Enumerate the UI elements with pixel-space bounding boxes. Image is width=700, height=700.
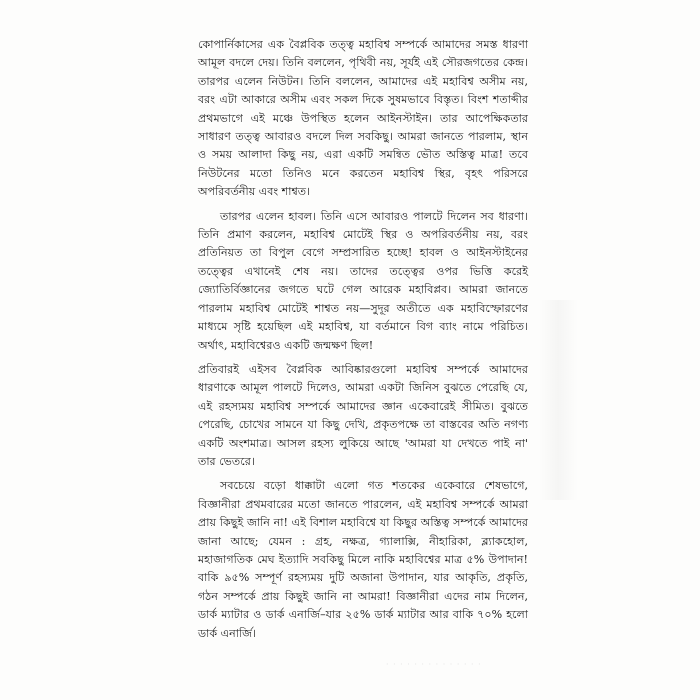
paragraph-limited-knowledge: প্রতিবারই এইসব বৈপ্লবিক আবিষ্কারগুলো মহাবিশ্ব সম্পর্কে আমাদের ধারণাকে আমূল পালটে দিলেও, আমরা একটা জিনিস বুঝতে পেরেছি যে, এই রহস্যময় মহাবিশ্ব সম্পর্কে আমাদের জ্ঞান একেবারেই সীমিত। বুঝতে পেরেছি, চোখের সামনে যা কিছু দেখি, প্রকৃতপক্ষে তা বাস্তবের অতি নগণ্য একটি অংশমাত্র। আসল রহস্য লুকিয়ে আছে 'আমরা যা দেখতে পাই না' তার ভেতরে। [198,362,528,468]
paragraph-copernicus-newton-einstein: কোপার্নিকাসের এক বৈপ্লবিক তত্ত্ব মহাবিশ্ব সম্পর্কে আমাদের সমস্ত ধারণা আমূল বদলে দেয়। তিনি বললেন, পৃথিবী নয়, সূর্যই এই সৌরজগতের কেন্দ্র। তারপর এলেন নিউটন। তিনি বললেন, আমাদের এই মহাবিশ্ব অসীম নয়, বরং এটা আকারে অসীম এবং সকল দিকে সুষমভাবে বিস্তৃত। বিংশ শতাব্দীর প্রথমভাগে এই মঞ্চে উপস্থিত হলেন আইনস্টাইন। তার আপেক্ষিকতার সাধারণ তত্ত্ব আবারও বদলে দিল সবকিছু। আমরা জানতে পারলাম, স্থান ও সময় আলাদা কিছু নয়, এরা একটি সমন্বিত ভৌত অস্তিত্ব মাত্র! তবে নিউটনের মতো তিনিও মনে করতেন মহাবিশ্ব স্থির, বৃহৎ পরিসরে অপরিবর্তনীয় এবং শাশ্বত। [198,38,528,199]
body-text [198,36,528,643]
paragraph-hubble-big-bang: তারপর এলেন হাবল। তিনি এসে আবারও পালটে দিলেন সব ধারণা। তিনি প্রমাণ করলেন, মহাবিশ্ব মোটেই স্থির ও অপরিবর্তনীয় নয়, বরং প্রতিনিয়ত তা বিপুল বেগে সম্প্রসারিত হচ্ছে! হাবল ও আইনস্টাইনের তত্ত্বের এখানেই শেষ নয়। তাদের তত্ত্বের ওপর ভিত্তি করেই জ্যোতির্বিজ্ঞানের জগতে ঘটে গেল আরেক মহাবিপ্লব। আমরা জানতে পারলাম মহাবিশ্ব মোটেই শাশ্বত নয়—সুদূর অতীতে এক মহাবিস্ফোরণের মাধ্যমে সৃষ্টি হয়েছিল এই মহাবিশ্ব, যা বর্তমানে বিগ ব্যাং নামে পরিচিত। অর্থাৎ, মহাবিশ্বেরও একটি জন্মক্ষণ ছিল! [198,209,528,352]
paragraph-dark-matter-energy: সবচেয়ে বড়ো ধাক্কাটা এলো গত শতকের একেবারে শেষভাগে, বিজ্ঞানীরা প্রথমবারের মতো জানতে পারলেন, এই মহাবিশ্ব সম্পর্কে আমরা প্রায় কিছুই জানি না! এই বিশাল মহাবিশ্বে যা কিছুর অস্তিত্ব সম্পর্কে আমাদের জানা আছে; যেমন : গ্রহ, নক্ষত্র, গ্যালাক্সি, নীহারিকা, ব্ল্যাকহোল, মহাজাগতিক মেঘ ইত্যাদি সবকিছু মিলে নাকি মহাবিশ্বের মাত্র ৫% উপাদান! বাকি ৯৫% সম্পূর্ণ রহস্যময় দুটি অজানা উপাদান, যার আকৃতি, প্রকৃতি, গঠন সম্পর্কে প্রায় কিছুই জানি না আমরা! বিজ্ঞানীরা এদের নাম দিলেন, ডার্ক ম্যাটার ও ডার্ক এনার্জি–যার ২৫% ডার্ক ম্যাটার আর বাকি ৭০% হলো ডার্ক এনার্জি। [198,479,528,640]
scan-shadow [538,300,578,500]
show-through-bleed: · · · · · · · · · · · · · · [386,660,482,669]
